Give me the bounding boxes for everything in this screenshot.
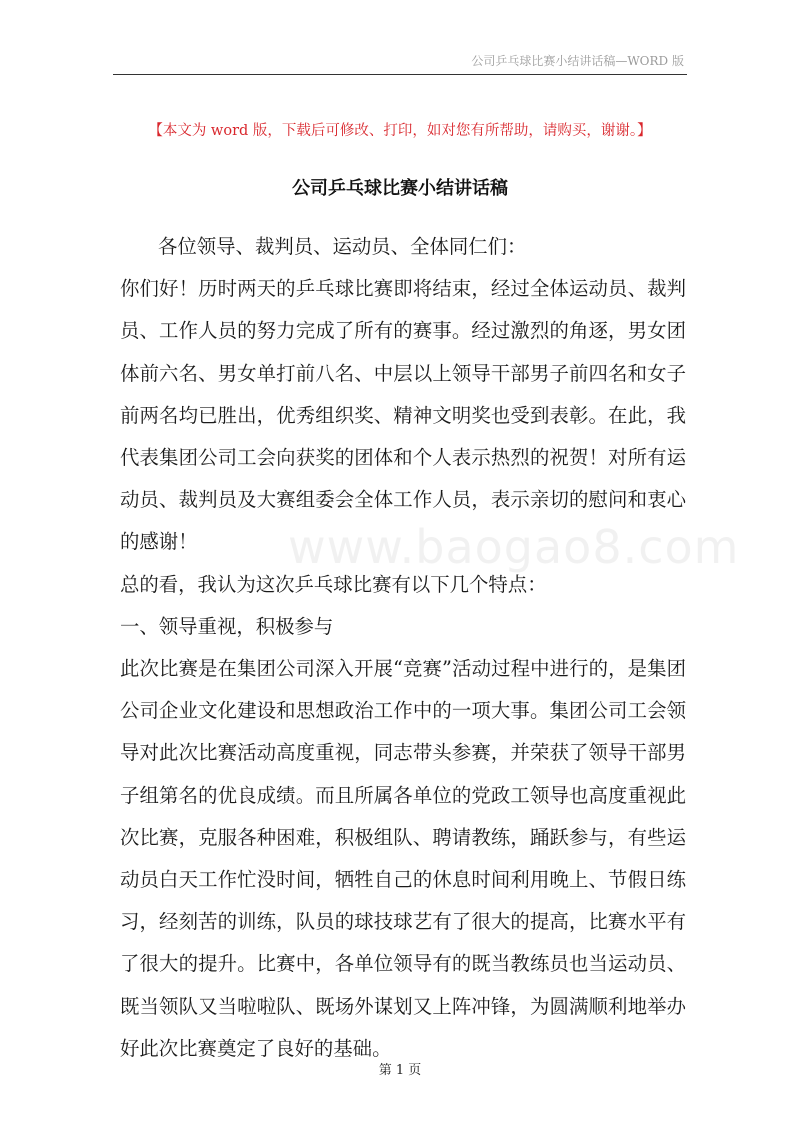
body-paragraph: 此次比赛是在集团公司深入开展“竞赛”活动过程中进行的，是集团公司企业文化建设和思想政治工作中的一项大事。集团公司工会领导对此次比赛活动高度重视，同志带头参赛，并荣获了领导干部男子组第名的优良成绩。而且所属各单位的党政工领导也高度重视此次比赛，克服各种困难，积极组队、聘请教练，踊跃参与，有些运动员白天工作忙没时间，牺牲自己的休息时间利用晚上、节假日练习，经刻苦的训练，队员的球技球艺有了很大的提高，比赛水平有了很大的提升。比赛中，各单位领导有的既当教练员也当运动员、既当领队又当啦啦队、既场外谋划又上阵冲锋，为圆满顺利地举办好此次比赛奠定了良好的基础。 xyxy=(120,657,686,1060)
section-heading: 一、领导重视，积极参与 xyxy=(120,614,334,638)
salutation-paragraph: 各位领导、裁判员、运动员、全体同仁们： xyxy=(158,235,527,258)
header-divider xyxy=(113,74,687,75)
site-watermark: www.baogao8.com xyxy=(288,520,740,574)
purchase-notice: 【本文为 word 版，下载后可修改、打印，如对您有所帮助，请购买，谢谢。】 xyxy=(148,123,652,139)
document-body xyxy=(120,226,686,1070)
document-title: 公司乒乓球比赛小结讲话稿 xyxy=(292,178,508,199)
running-header-title: 公司乒乓球比赛小结讲话稿—WORD 版 xyxy=(471,54,684,68)
body-paragraph: 总的看，我认为这次乒乓球比赛有以下几个特点： xyxy=(120,572,547,596)
body-paragraph: 你们好！历时两天的乒乓球比赛即将结束，经过全体运动员、裁判员、工作人员的努力完成了所有的赛事。经过激烈的角逐，男女团体前六名、男女单打前八名、中层以上领导干部男子前四名和女子前两名均已胜出，优秀组织奖、精神文明奖也受到表彰。在此，我代表集团公司工会向获奖的团体和个人表示热烈的祝贺！对所有运动员、裁判员及大赛组委会全体工作人员，表示亲切的慰问和衷心的感谢！ xyxy=(120,277,686,554)
page-number: 第 1 页 xyxy=(378,1063,422,1078)
